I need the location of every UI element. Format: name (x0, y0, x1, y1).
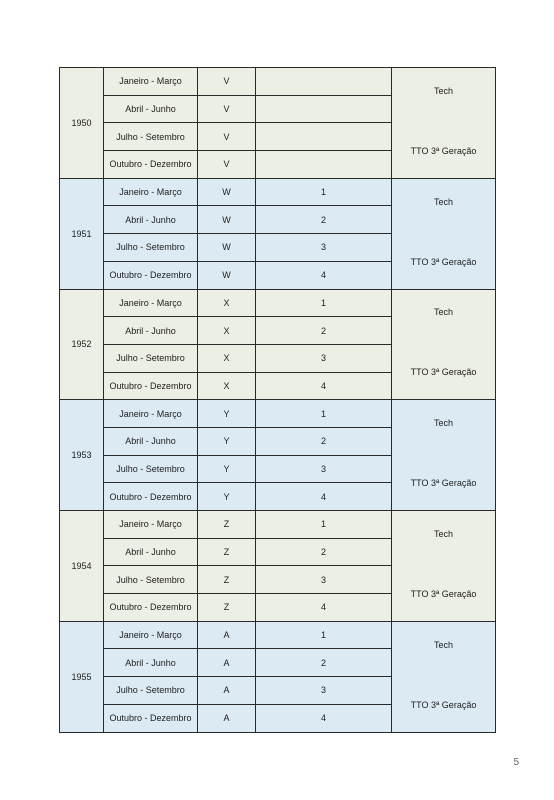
quarter-cell: Janeiro - Março (104, 400, 198, 428)
quarter-cell: Janeiro - Março (104, 621, 198, 649)
letter-code-cell: Z (198, 594, 256, 622)
number-cell (256, 151, 392, 179)
letter-code-cell: V (198, 123, 256, 151)
year-cell: 1952 (60, 289, 104, 400)
table-row (60, 621, 496, 649)
note-cell (392, 621, 496, 732)
table-row (60, 289, 496, 317)
letter-code-cell: V (198, 151, 256, 179)
letter-code-cell: W (198, 261, 256, 289)
table-row (60, 68, 496, 96)
letter-code-cell: Z (198, 566, 256, 594)
letter-code-cell: Y (198, 455, 256, 483)
year-cell: 1950 (60, 68, 104, 179)
note-cell (392, 68, 496, 179)
note-cell (392, 178, 496, 289)
number-cell: 1 (256, 400, 392, 428)
quarter-cell: Julho - Setembro (104, 455, 198, 483)
quarter-cell: Janeiro - Março (104, 68, 198, 96)
letter-code-cell: A (198, 649, 256, 677)
note-generation-label: TTO 3ª Geração (410, 478, 477, 489)
number-cell: 4 (256, 704, 392, 732)
number-cell: 3 (256, 234, 392, 262)
number-cell: 1 (256, 511, 392, 539)
letter-code-cell: W (198, 178, 256, 206)
note-stack (392, 518, 495, 614)
note-tech-label: Tech (433, 418, 453, 429)
quarter-cell: Outubro - Dezembro (104, 483, 198, 511)
table-row (60, 178, 496, 206)
note-tech-label: Tech (433, 307, 453, 318)
quarter-cell: Outubro - Dezembro (104, 372, 198, 400)
number-cell: 2 (256, 427, 392, 455)
letter-code-cell: A (198, 677, 256, 705)
number-cell: 3 (256, 677, 392, 705)
quarter-cell: Abril - Junho (104, 206, 198, 234)
year-cell: 1951 (60, 178, 104, 289)
note-cell (392, 511, 496, 622)
number-cell: 3 (256, 455, 392, 483)
letter-code-cell: W (198, 234, 256, 262)
letter-code-cell: X (198, 344, 256, 372)
number-cell: 4 (256, 372, 392, 400)
quarter-cell: Abril - Junho (104, 427, 198, 455)
note-tech-label: Tech (433, 528, 453, 539)
quarter-cell: Outubro - Dezembro (104, 151, 198, 179)
letter-code-cell: V (198, 68, 256, 96)
note-stack (392, 75, 495, 171)
quarter-cell: Janeiro - Março (104, 178, 198, 206)
quarter-cell: Julho - Setembro (104, 123, 198, 151)
quarter-cell: Abril - Junho (104, 538, 198, 566)
quarter-cell: Julho - Setembro (104, 344, 198, 372)
note-generation-label: TTO 3ª Geração (410, 256, 477, 267)
letter-code-cell: A (198, 704, 256, 732)
note-tech-label: Tech (433, 196, 453, 207)
number-cell (256, 95, 392, 123)
letter-code-cell: W (198, 206, 256, 234)
quarter-cell: Outubro - Dezembro (104, 261, 198, 289)
quarter-cell: Outubro - Dezembro (104, 704, 198, 732)
number-cell: 2 (256, 538, 392, 566)
letter-code-cell: V (198, 95, 256, 123)
quarter-cell: Julho - Setembro (104, 677, 198, 705)
quarter-cell: Abril - Junho (104, 95, 198, 123)
number-cell: 1 (256, 621, 392, 649)
letter-code-cell: A (198, 621, 256, 649)
number-cell: 3 (256, 566, 392, 594)
number-cell: 1 (256, 289, 392, 317)
letter-code-cell: Y (198, 400, 256, 428)
note-generation-label: TTO 3ª Geração (410, 588, 477, 599)
number-cell: 2 (256, 317, 392, 345)
note-stack (392, 186, 495, 282)
number-cell (256, 123, 392, 151)
letter-code-cell: Z (198, 511, 256, 539)
letter-code-cell: Z (198, 538, 256, 566)
note-stack (392, 629, 495, 725)
quarter-cell: Julho - Setembro (104, 234, 198, 262)
table-row (60, 511, 496, 539)
note-tech-label: Tech (433, 639, 453, 650)
number-cell: 4 (256, 483, 392, 511)
page-number: 5 (513, 757, 519, 768)
number-cell: 2 (256, 206, 392, 234)
letter-code-cell: X (198, 372, 256, 400)
number-cell: 1 (256, 178, 392, 206)
note-stack (392, 407, 495, 503)
quarter-cell: Abril - Junho (104, 649, 198, 677)
note-generation-label: TTO 3ª Geração (410, 367, 477, 378)
quarter-cell: Janeiro - Março (104, 511, 198, 539)
letter-code-cell: Y (198, 483, 256, 511)
quarter-cell: Janeiro - Março (104, 289, 198, 317)
note-generation-label: TTO 3ª Geração (410, 699, 477, 710)
year-cell: 1955 (60, 621, 104, 732)
year-cell: 1954 (60, 511, 104, 622)
note-cell (392, 400, 496, 511)
year-cell: 1953 (60, 400, 104, 511)
number-cell: 4 (256, 594, 392, 622)
number-cell: 4 (256, 261, 392, 289)
note-cell (392, 289, 496, 400)
note-tech-label: Tech (433, 85, 453, 96)
number-cell: 2 (256, 649, 392, 677)
number-cell (256, 68, 392, 96)
number-cell: 3 (256, 344, 392, 372)
letter-code-cell: X (198, 317, 256, 345)
table-row (60, 400, 496, 428)
quarter-cell: Abril - Junho (104, 317, 198, 345)
table-body (60, 68, 496, 733)
year-code-table (59, 67, 496, 733)
letter-code-cell: X (198, 289, 256, 317)
note-stack (392, 296, 495, 392)
note-generation-label: TTO 3ª Geração (410, 145, 477, 156)
quarter-cell: Outubro - Dezembro (104, 594, 198, 622)
quarter-cell: Julho - Setembro (104, 566, 198, 594)
letter-code-cell: Y (198, 427, 256, 455)
